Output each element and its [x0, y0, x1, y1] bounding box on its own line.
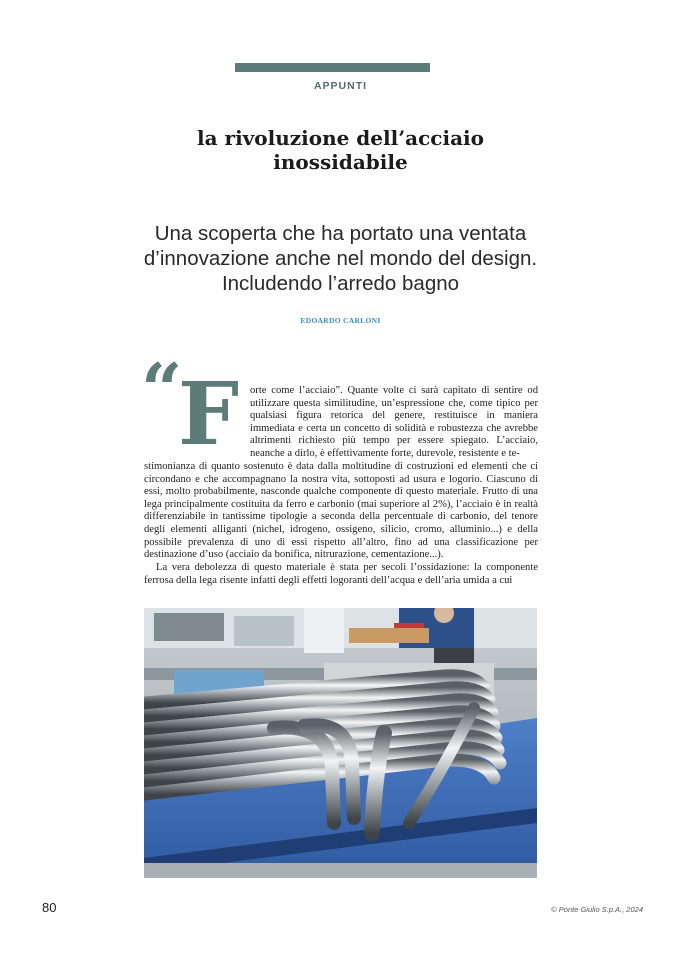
dropcap-letter: F — [178, 364, 240, 465]
body-second-paragraph: La vera debolezza di questo materiale è stata per secoli l’ossidazione: la componente ferrosa della lega risente infatti degli effetti logoranti dell’acqua e dell’aria umida a cui — [144, 562, 538, 586]
body-intro-paragraph: orte come l’acciaio”. Quante volte ci sarà capitato di sentire od utilizzare questa similitudine, un’espressione che, come tipico per qualsiasi figura retorica del genere, restituisce in maniera immediata e certa un concetto di solidità e robustezza che avrebbe altrimenti richiesto più tempo per essere spiegato. L’acciaio, neanche a dirlo, è effettivamente forte, durevole, resistente e te- — [250, 385, 538, 459]
page-number: 80 — [42, 900, 57, 915]
article-subtitle: Una scoperta che ha portato una ventata d’innovazione anche nel mondo del design. Includendo l’arredo bagno — [143, 222, 538, 295]
article-title-line-2: inossidabile — [273, 150, 408, 174]
article-title — [0, 126, 681, 174]
article-title-line-1: la rivoluzione dell’acciaio — [197, 126, 484, 150]
section-label: APPUNTI — [313, 80, 368, 92]
article-author: EDOARDO CARLONI — [300, 316, 381, 325]
section-color-bar — [235, 63, 430, 72]
body-continued-paragraph: stimonianza di quanto sostenuto è data dalla moltitudine di costruzioni ed elementi che ci circondano e che accompagnano la nostra vita, sottoposti ad usura e logorio. Ciascuno di essi, molto probabilmente, nasconde qualche componente di questo materiale. Frutto di una lega principalmente costituita da ferro e carbonio (mai superiore al 2%), l’acciaio è in realtà differenziabile in tantissime tipologie a seconda della percentuale di carbonio, del tenore degli elementi alliganti (nichel, idrogeno, ossigeno, silicio, cromo, alluminio...) e della possibile prevalenza di uno di essi rispetto all’altro, fino ad una classificazione per destinazione d’uso (acciaio da bonifica, nitrurazione, cementazione...). — [144, 461, 538, 561]
dropcap-quote-mark: “ — [141, 347, 183, 432]
article-photo-steel-tubes — [144, 608, 537, 878]
copyright-notice: © Ponte Giulio S.p.A., 2024 — [551, 905, 643, 914]
